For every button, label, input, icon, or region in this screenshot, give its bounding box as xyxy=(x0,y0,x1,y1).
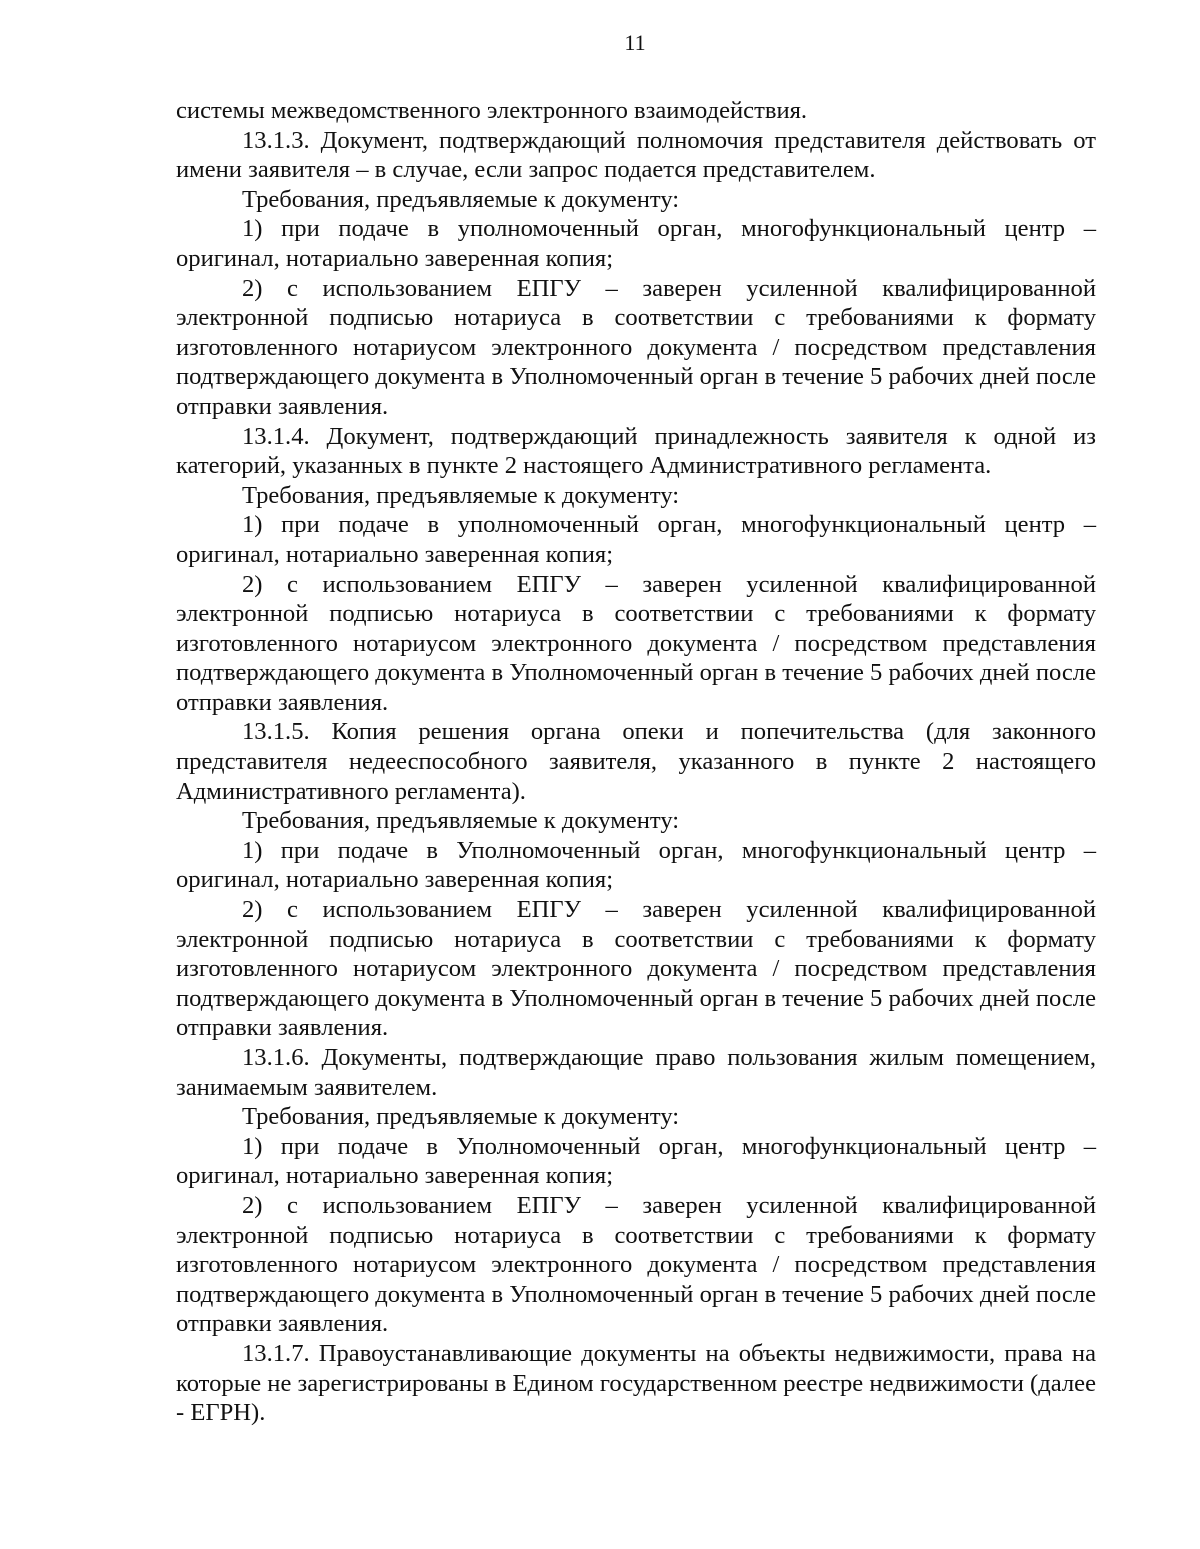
requirements-heading: Требования, предъявляемые к документу: xyxy=(242,481,680,509)
requirement-item: 2) с использованием ЕПГУ – заверен усиленной квалифицированной электронной подписью нотариуса в соответствии с требованиями к формату изготовленного нотариусом электронного документа / посредством представления подтверждающего документа в Уполномоченный орган в течение 5 рабочих дней после отправки заявления. xyxy=(176,1191,1096,1338)
requirement-item: 1) при подаче в Уполномоченный орган, многофункциональный центр – оригинал, нотариально заверенная копия; xyxy=(176,1132,1096,1190)
paragraph-13-1-6: 13.1.6. Документы, подтверждающие право пользования жилым помещением, занимаемым заявителем. xyxy=(176,1044,1096,1101)
requirement-item: 2) с использованием ЕПГУ – заверен усиленной квалифицированной электронной подписью нотариуса в соответствии с требованиями к формату изготовленного нотариусом электронного документа / посредством представления подтверждающего документа в Уполномоченный орган в течение 5 рабочих дней после отправки заявления. xyxy=(176,896,1096,1042)
requirement-item: 2) с использованием ЕПГУ – заверен усиленной квалифицированной электронной подписью нотариуса в соответствии с требованиями к формату изготовленного нотариусом электронного документа / посредством представления подтверждающего документа в Уполномоченный орган в течение 5 рабочих дней после отправки заявления. xyxy=(176,570,1096,716)
requirements-heading: Требования, предъявляемые к документу: xyxy=(242,185,680,213)
requirements-heading: Требования, предъявляемые к документу: xyxy=(242,807,680,835)
paragraph-13-1-7: 13.1.7. Правоустанавливающие документы на объекты недвижимости, права на которые не зарегистрированы в Едином государственном реестре недвижимости (далее - ЕГРН). xyxy=(176,1339,1096,1427)
paragraph-continuation: системы межведомственного электронного взаимодействия. xyxy=(176,97,808,124)
requirement-item: 1) при подаче в Уполномоченный орган, многофункциональный центр – оригинал, нотариально заверенная копия; xyxy=(176,836,1096,894)
paragraph-13-1-4: 13.1.4. Документ, подтверждающий принадлежность заявителя к одной из категорий, указанных в пункте 2 настоящего Административного регламента. xyxy=(176,422,1096,480)
document-body xyxy=(176,96,1096,1428)
requirement-item: 1) при подаче в уполномоченный орган, многофункциональный центр – оригинал, нотариально заверенная копия; xyxy=(176,511,1096,568)
requirement-item: 2) с использованием ЕПГУ – заверен усиленной квалифицированной электронной подписью нотариуса в соответствии с требованиями к формату изготовленного нотариусом электронного документа / посредством представления подтверждающего документа в Уполномоченный орган в течение 5 рабочих дней после отправки заявления. xyxy=(176,274,1096,420)
paragraph-13-1-5: 13.1.5. Копия решения органа опеки и попечительства (для законного представителя недееспособного заявителя, указанного в пункте 2 настоящего Административного регламента). xyxy=(176,718,1096,805)
page-number: 11 xyxy=(624,30,646,55)
requirement-item: 1) при подаче в уполномоченный орган, многофункциональный центр – оригинал, нотариально заверенная копия; xyxy=(176,215,1096,272)
paragraph-13-1-3: 13.1.3. Документ, подтверждающий полномочия представителя действовать от имени заявителя – в случае, если запрос подается представителем. xyxy=(176,126,1096,184)
requirements-heading: Требования, предъявляемые к документу: xyxy=(242,1103,680,1131)
